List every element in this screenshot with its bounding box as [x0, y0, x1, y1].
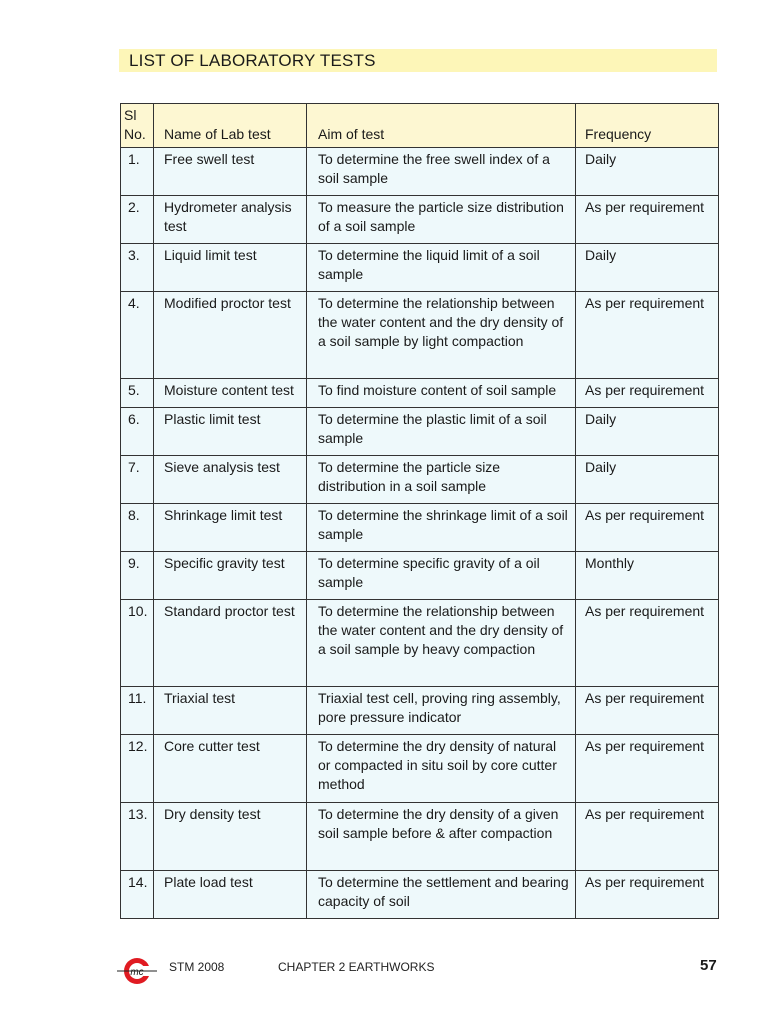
- test-frequency: As per requirement: [576, 600, 719, 687]
- row-number: 7.: [121, 456, 154, 504]
- table-row: [121, 600, 719, 687]
- footer-chapter: CHAPTER 2 EARTHWORKS: [278, 960, 435, 974]
- row-number: 3.: [121, 244, 154, 292]
- test-frequency: As per requirement: [576, 292, 719, 379]
- row-number: 4.: [121, 292, 154, 379]
- test-name: Dry density test: [154, 803, 307, 871]
- row-number: 10.: [121, 600, 154, 687]
- table-row: [121, 379, 719, 408]
- test-aim: To determine the plastic limit of a soil sample: [307, 408, 576, 456]
- test-aim: To determine the particle size distribution in a soil sample: [307, 456, 576, 504]
- footer-publication: STM 2008: [169, 960, 225, 974]
- row-number: 13.: [121, 803, 154, 871]
- page-title: LIST OF LABORATORY TESTS: [129, 51, 376, 70]
- lab-tests-table: [120, 103, 719, 919]
- test-frequency: Monthly: [576, 552, 719, 600]
- test-frequency: As per requirement: [576, 379, 719, 408]
- table-row: [121, 687, 719, 735]
- table-row: [121, 244, 719, 292]
- logo-icon: [117, 955, 157, 987]
- row-number: 8.: [121, 504, 154, 552]
- test-frequency: As per requirement: [576, 871, 719, 919]
- table-row: [121, 504, 719, 552]
- test-aim: To determine the relationship between the water content and the dry density of a soil sample by heavy compaction: [307, 600, 576, 687]
- test-aim: To determine the settlement and bearing capacity of soil: [307, 871, 576, 919]
- row-number: 1.: [121, 148, 154, 196]
- test-name: Standard proctor test: [154, 600, 307, 687]
- table-row: [121, 196, 719, 244]
- row-number: 9.: [121, 552, 154, 600]
- test-name: Shrinkage limit test: [154, 504, 307, 552]
- test-frequency: Daily: [576, 408, 719, 456]
- test-frequency: Daily: [576, 456, 719, 504]
- logo-text: mc: [130, 967, 144, 978]
- test-name: Sieve analysis test: [154, 456, 307, 504]
- page-number: 57: [700, 957, 717, 974]
- test-aim: To measure the particle size distribution of a soil sample: [307, 196, 576, 244]
- test-aim: To determine specific gravity of a oil sample: [307, 552, 576, 600]
- test-name: Liquid limit test: [154, 244, 307, 292]
- test-name: Modified proctor test: [154, 292, 307, 379]
- row-number: 6.: [121, 408, 154, 456]
- test-aim: To determine the liquid limit of a soil sample: [307, 244, 576, 292]
- test-name: Plate load test: [154, 871, 307, 919]
- table-row: [121, 552, 719, 600]
- test-aim: To determine the relationship between the water content and the dry density of a soil sample by light compaction: [307, 292, 576, 379]
- row-number: 12.: [121, 735, 154, 803]
- page-title-bar: [119, 49, 717, 72]
- test-aim: To determine the dry density of natural or compacted in situ soil by core cutter method: [307, 735, 576, 803]
- test-frequency: As per requirement: [576, 803, 719, 871]
- table-header-row: [121, 104, 719, 148]
- test-aim: To find moisture content of soil sample: [307, 379, 576, 408]
- table-row: [121, 803, 719, 871]
- row-number: 2.: [121, 196, 154, 244]
- table-row: [121, 735, 719, 803]
- page-footer: [0, 950, 768, 990]
- test-frequency: As per requirement: [576, 196, 719, 244]
- test-name: Free swell test: [154, 148, 307, 196]
- header-name: Name of Lab test: [154, 104, 307, 148]
- table-row: [121, 292, 719, 379]
- test-aim: To determine the free swell index of a soil sample: [307, 148, 576, 196]
- test-name: Specific gravity test: [154, 552, 307, 600]
- table-row: [121, 408, 719, 456]
- test-frequency: Daily: [576, 244, 719, 292]
- test-name: Plastic limit test: [154, 408, 307, 456]
- row-number: 11.: [121, 687, 154, 735]
- test-name: Core cutter test: [154, 735, 307, 803]
- table-row: [121, 456, 719, 504]
- header-frequency: Frequency: [576, 104, 719, 148]
- test-aim: Triaxial test cell, proving ring assembly, pore pressure indicator: [307, 687, 576, 735]
- row-number: 14.: [121, 871, 154, 919]
- table-row: [121, 148, 719, 196]
- test-frequency: Daily: [576, 148, 719, 196]
- header-aim: Aim of test: [307, 104, 576, 148]
- row-number: 5.: [121, 379, 154, 408]
- test-name: Triaxial test: [154, 687, 307, 735]
- test-frequency: As per requirement: [576, 504, 719, 552]
- test-frequency: As per requirement: [576, 735, 719, 803]
- test-aim: To determine the dry density of a given soil sample before & after compaction: [307, 803, 576, 871]
- header-sl-no: Sl No.: [121, 104, 154, 148]
- table-row: [121, 871, 719, 919]
- test-frequency: As per requirement: [576, 687, 719, 735]
- test-name: Moisture content test: [154, 379, 307, 408]
- test-name: Hydrometer analysis test: [154, 196, 307, 244]
- test-aim: To determine the shrinkage limit of a soil sample: [307, 504, 576, 552]
